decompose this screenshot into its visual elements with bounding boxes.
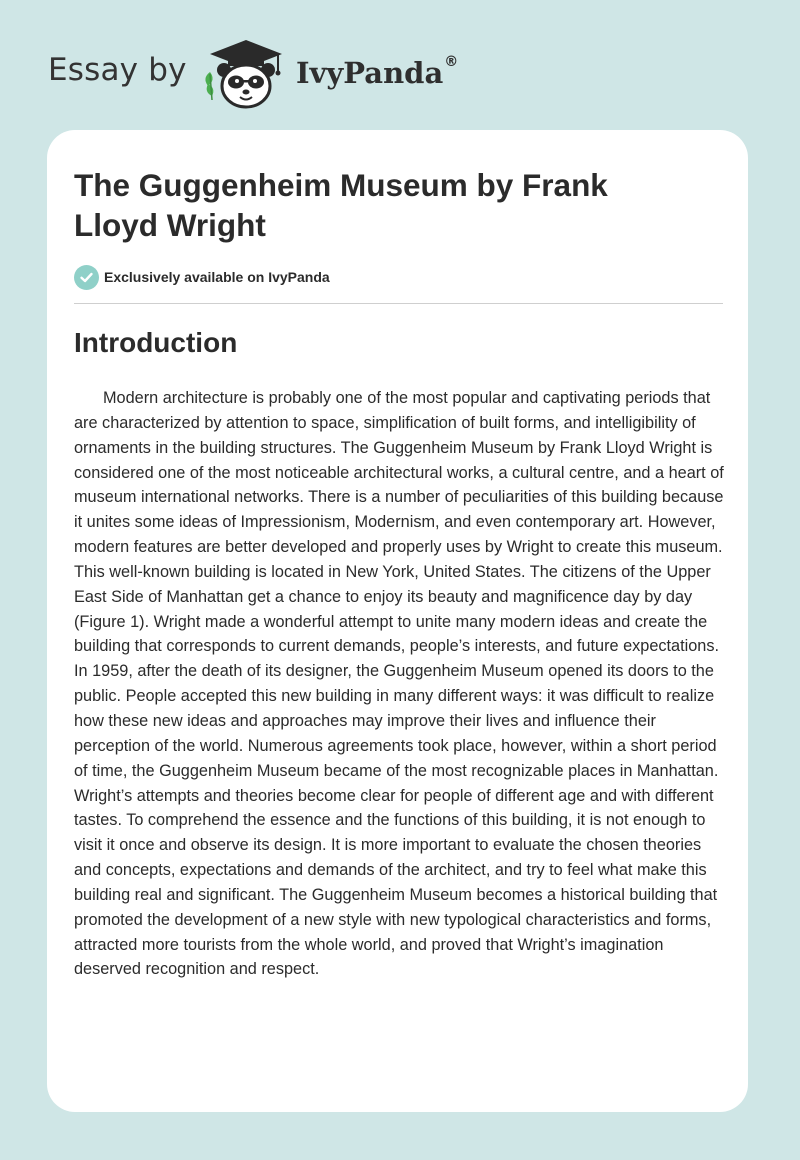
- essay-by-label: Essay by: [48, 52, 187, 88]
- check-icon: [74, 265, 99, 290]
- site-header: [48, 34, 568, 114]
- essay-title: The Guggenheim Museum by Frank Lloyd Wright: [74, 167, 608, 243]
- divider: [74, 303, 723, 304]
- brand-name-text: IvyPanda: [296, 56, 444, 90]
- brand-name[interactable]: [296, 56, 458, 90]
- section-heading: Introduction: [74, 327, 238, 358]
- registered-mark: ®: [444, 54, 459, 70]
- panda-graduate-icon[interactable]: [200, 34, 292, 110]
- exclusive-badge-label: Exclusively available on IvyPanda: [104, 269, 330, 285]
- essay-card: [47, 130, 748, 1112]
- body-paragraph: Modern architecture is probably one of the most popular and captivating periods that are characterized by attention to space, simplification of built forms, and intelligibility of ornaments in the building structures. The Guggenheim Museum by Frank Lloyd Wright is considered one of the most noticeable architectural works, a cultural centre, and a heart of museum international networks. There is a number of peculiarities of this building because it unites some ideas of Impressionism, Modernism, and even contemporary art. However, modern features are better developed and properly uses by Wright to create this museum. This well-known building is located in New York, United States. The citizens of the Upper East Side of Manhattan get a chance to enjoy its beauty and magnificence day by day (Figure 1). Wright made a wonderful attempt to unite many modern ideas and create the building that corresponds to current demands, people’s interests, and future expectations. In 1959, after the death of its designer, the Guggenheim Museum opened its doors to the public. People accepted this new building in many different ways: it was difficult to realize how these new ideas and approaches may improve their lives and influence their perception of the world. Numerous agreements took place, however, within a short period of time, the Guggenheim Museum became of the most recognizable places in Manhattan. Wright’s attempts and theories become clear for people of different age and with different tastes. To comprehend the essence and the functions of this building, it is not enough to visit it once and observe its design. It is more important to evaluate the chosen theories and concepts, expectations and demands of the architect, and try to feel what make this building real and significant. The Guggenheim Museum becomes a historical building that promoted the development of a new style with new typological characteristics and forms, attracted more tourists from the whole world, and proved that Wright’s imagination deserved recognition and respect.: [74, 389, 724, 979]
- exclusive-badge: [74, 264, 330, 290]
